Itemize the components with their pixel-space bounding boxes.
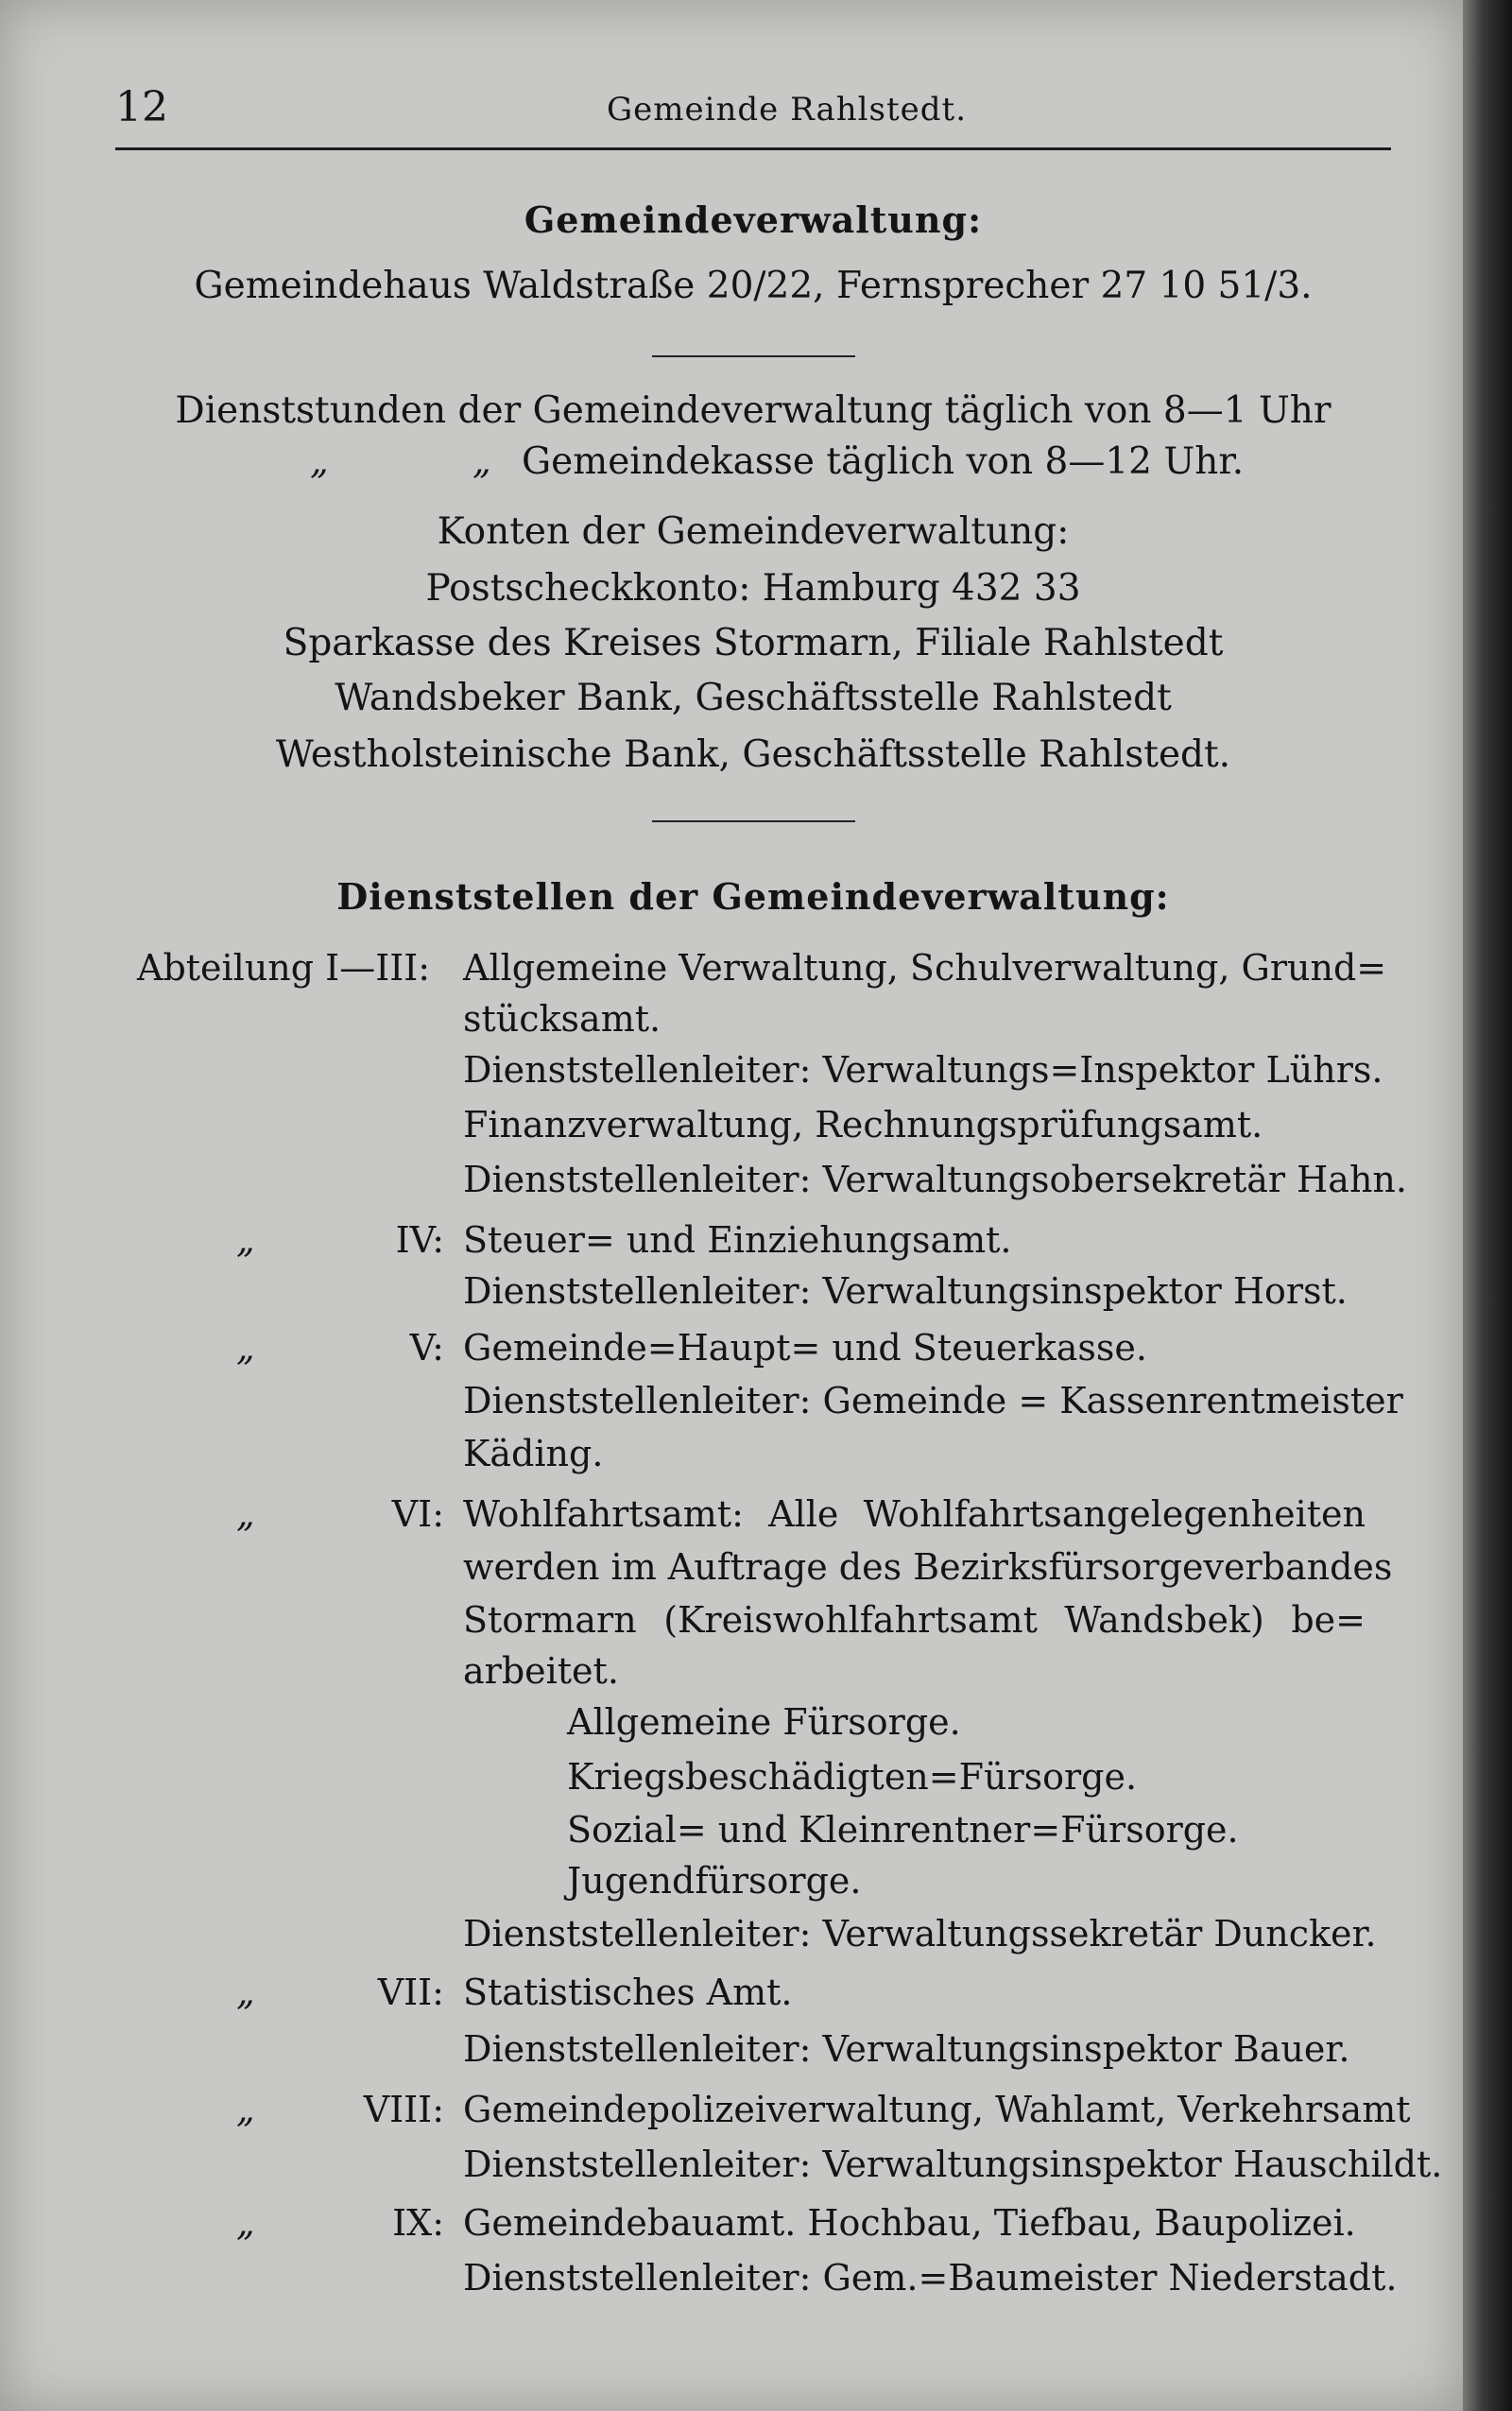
abteilung-label: Abteilung I—III: <box>137 947 431 989</box>
dept-7-line-1: Statistisches Amt. <box>463 1972 793 2013</box>
dept-6-sub-item: Jugendfürsorge. <box>567 1860 862 1902</box>
dept-4-leader: Dienststellenleiter: Verwaltungsinspektor Horst. <box>463 1270 1348 1312</box>
accounts-heading: Konten der Gemeindeverwaltung: <box>437 510 1070 553</box>
dept-5-line-1: Gemeinde=Haupt= und Steuerkasse. <box>463 1327 1147 1369</box>
dept-9-leader: Dienststellenleiter: Gem.=Baumeister Niederstadt. <box>463 2257 1398 2299</box>
account-postscheck: Postscheckkonto: Hamburg 432 33 <box>425 567 1081 610</box>
dept-6-number: VI: <box>391 1493 444 1535</box>
dept-6-sub-item: Kriegsbeschädigten=Fürsorge. <box>567 1756 1138 1798</box>
ditto-mark: „ <box>236 1493 255 1535</box>
dept-1-leader-1: Dienststellenleiter: Verwaltungs=Inspektor Lührs. <box>463 1049 1383 1091</box>
dept-9-line-1: Gemeindebauamt. Hochbau, Tiefbau, Baupolizei. <box>463 2202 1356 2244</box>
ditto-mark: „ <box>236 1972 255 2013</box>
dept-8-number: VIII: <box>363 2089 444 2130</box>
dept-1-leader-2: Dienststellenleiter: Verwaltungsobersekretär Hahn. <box>463 1159 1407 1200</box>
dept-7-number: VII: <box>377 1972 444 2013</box>
ditto-mark: „ <box>236 2089 255 2130</box>
dept-5-number: V: <box>409 1327 444 1369</box>
page-number: 12 <box>115 83 168 131</box>
account-wandsbeker-bank: Wandsbeker Bank, Geschäftsstelle Rahlstedt <box>335 677 1172 719</box>
dept-6-line-1: Wohlfahrtsamt: Alle Wohlfahrtsangelegenheiten <box>463 1493 1366 1535</box>
running-head <box>115 83 1391 140</box>
page-edge-shadow <box>1463 0 1512 2411</box>
admin-address: Gemeindehaus Waldstraße 20/22, Fernsprecher 27 10 51/3. <box>194 265 1313 307</box>
ditto-mark: „ <box>310 440 329 482</box>
dept-8-line-1: Gemeindepolizeiverwaltung, Wahlamt, Verkehrsamt <box>463 2089 1411 2130</box>
dept-1-line-2: stücksamt. <box>463 998 662 1040</box>
dept-4-number: IV: <box>395 1219 444 1261</box>
ditto-mark: „ <box>472 440 491 482</box>
separator-rule <box>652 355 855 357</box>
account-westholsteinische-bank: Westholsteinische Bank, Geschäftsstelle Rahlstedt. <box>275 733 1231 776</box>
dept-4-line-1: Steuer= und Einziehungsamt. <box>463 1219 1012 1261</box>
dept-6-line-3: Stormarn (Kreiswohlfahrtsamt Wandsbek) be= <box>463 1599 1366 1641</box>
dept-6-sub-item: Sozial= und Kleinrentner=Fürsorge. <box>567 1809 1239 1851</box>
admin-heading: Gemeindeverwaltung: <box>524 198 983 241</box>
hours-line-2-row <box>115 440 1391 488</box>
dept-6-leader: Dienststellenleiter: Verwaltungssekretär Duncker. <box>463 1913 1377 1955</box>
dept-5-leader-cont: Käding. <box>463 1433 604 1474</box>
dept-1-line-3: Finanzverwaltung, Rechnungsprüfungsamt. <box>463 1104 1263 1145</box>
dept-7-leader: Dienststellenleiter: Verwaltungsinspektor Bauer. <box>463 2028 1350 2070</box>
ditto-mark: „ <box>236 2202 255 2244</box>
dept-6-sub-item: Allgemeine Fürsorge. <box>567 1701 961 1743</box>
departments-heading: Dienststellen der Gemeindeverwaltung: <box>336 875 1170 918</box>
ditto-mark: „ <box>236 1219 255 1261</box>
header-rule <box>115 147 1391 150</box>
dept-6-line-2: werden im Auftrage des Bezirksfürsorgeverbandes <box>463 1546 1393 1588</box>
dept-8-leader: Dienststellenleiter: Verwaltungsinspektor Hauschildt. <box>463 2144 1443 2185</box>
dept-1-line-1: Allgemeine Verwaltung, Schulverwaltung, Grund= <box>463 947 1387 989</box>
dept-9-number: IX: <box>392 2202 444 2244</box>
running-title: Gemeinde Rahlstedt. <box>607 91 967 129</box>
ditto-mark: „ <box>236 1327 255 1369</box>
account-sparkasse: Sparkasse des Kreises Stormarn, Filiale Rahlstedt <box>283 622 1224 664</box>
hours-line-2: Gemeindekasse täglich von 8—12 Uhr. <box>522 440 1245 483</box>
dept-6-line-4: arbeitet. <box>463 1650 619 1692</box>
hours-line-1: Dienststunden der Gemeindeverwaltung täglich von 8—1 Uhr <box>175 389 1332 432</box>
dept-5-leader: Dienststellenleiter: Gemeinde = Kassenrentmeister <box>463 1380 1403 1421</box>
separator-rule <box>652 820 855 822</box>
